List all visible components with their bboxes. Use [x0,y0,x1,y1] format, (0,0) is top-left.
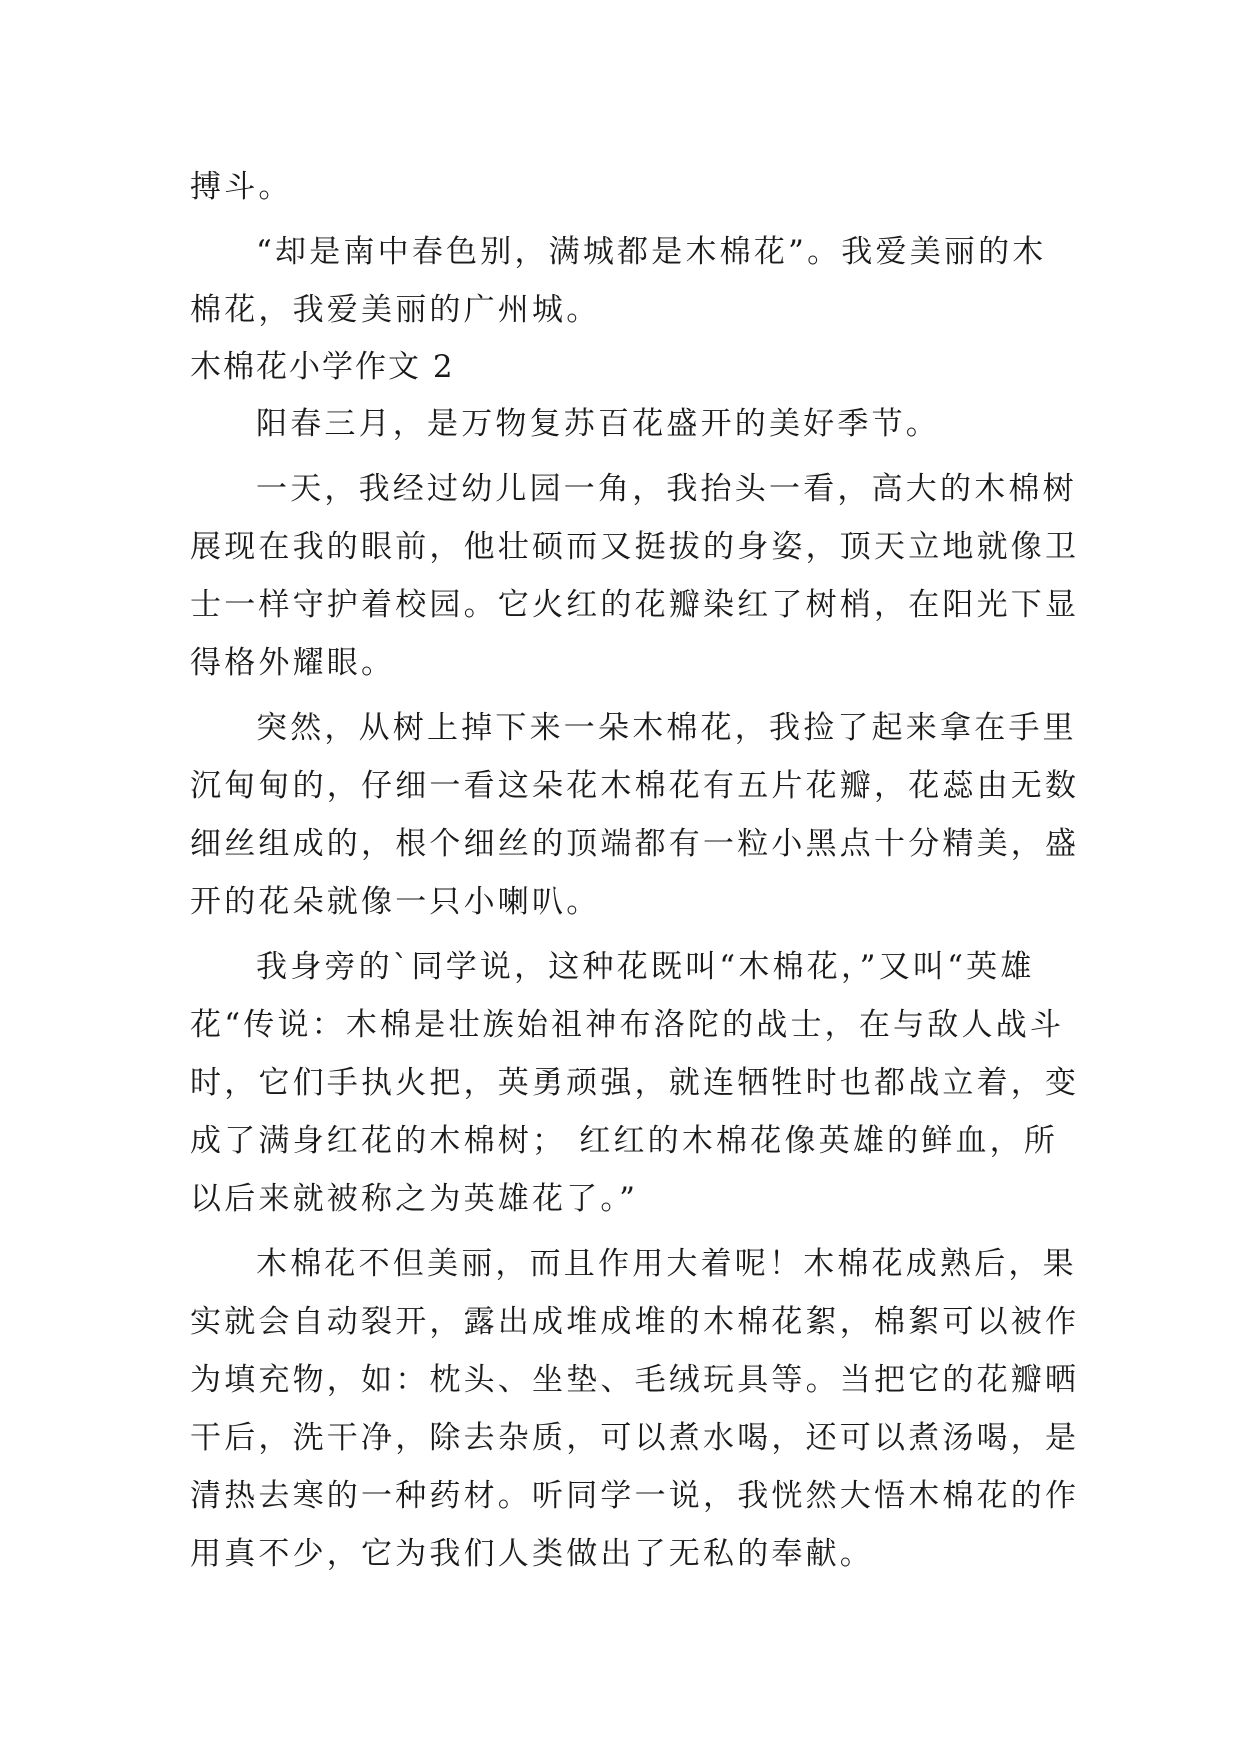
text-line: 阳春三月，是万物复苏百花盛开的美好季节。 [256,406,940,442]
text-line: 用真不少，它为我们人类做出了无私的奉献。 [190,1536,874,1572]
text-line: 开的花朵就像一只小喇叭。 [190,884,601,920]
paragraph-6 [190,938,1080,1228]
text-line: 以后来就被称之为英雄花了。” [190,1181,639,1217]
text-line: 士一样守护着校园。它火红的花瓣染红了树梢，在阳光下显 [190,587,1080,623]
text-line: 时，它们手执火把，英勇顽强，就连牺牲时也都战立着，变 [190,1065,1080,1101]
paragraph-4 [190,460,1080,692]
text-line: 一天，我经过幼儿园一角，我抬头一看，高大的木棉树 [256,471,1077,507]
text-line: 细丝组成的，根个细丝的顶端都有一粒小黑点十分精美，盛 [190,826,1080,862]
paragraph-3 [190,395,1052,453]
paragraph-7 [190,1235,1080,1583]
paragraph-1 [190,158,1052,216]
text-line: “却是南中春色别，满城都是木棉花”。我爱美丽的木 [256,234,1047,270]
text-line: 我身旁的`同学说，这种花既叫“木棉花，”又叫“英雄 [256,949,1035,985]
essay-heading: 木棉花小学作文 2 [190,349,455,385]
text-line: 木棉花不但美丽，而且作用大着呢！木棉花成熟后，果 [256,1246,1077,1282]
text-line: 搏斗。 [190,169,293,205]
text-line: 突然，从树上掉下来一朵木棉花，我捡了起来拿在手里 [256,710,1077,746]
paragraph-2 [190,223,1052,339]
text-line: 干后，洗干净，除去杂质，可以煮水喝，还可以煮汤喝，是 [190,1420,1080,1456]
text-line: 得格外耀眼。 [190,645,396,681]
text-line: 成了满身红花的木棉树； 红红的木棉花像英雄的鲜血，所 [190,1123,1059,1159]
paragraph-5 [190,699,1080,931]
text-line: 展现在我的眼前，他壮硕而又挺拔的身姿，顶天立地就像卫 [190,529,1080,565]
text-line: 清热去寒的一种药材。听同学一说，我恍然大悟木棉花的作 [190,1478,1080,1514]
text-line: 实就会自动裂开，露出成堆成堆的木棉花絮，棉絮可以被作 [190,1304,1080,1340]
text-line: 沉甸甸的，仔细一看这朵花木棉花有五片花瓣，花蕊由无数 [190,768,1080,804]
text-line: 花“传说：木棉是壮族始祖神布洛陀的战士，在与敌人战斗 [190,1007,1065,1043]
essay-body [190,158,1080,1583]
text-line: 为填充物，如：枕头、坐垫、毛绒玩具等。当把它的花瓣晒 [190,1362,1080,1398]
text-line: 棉花，我爱美丽的广州城。 [190,292,601,328]
